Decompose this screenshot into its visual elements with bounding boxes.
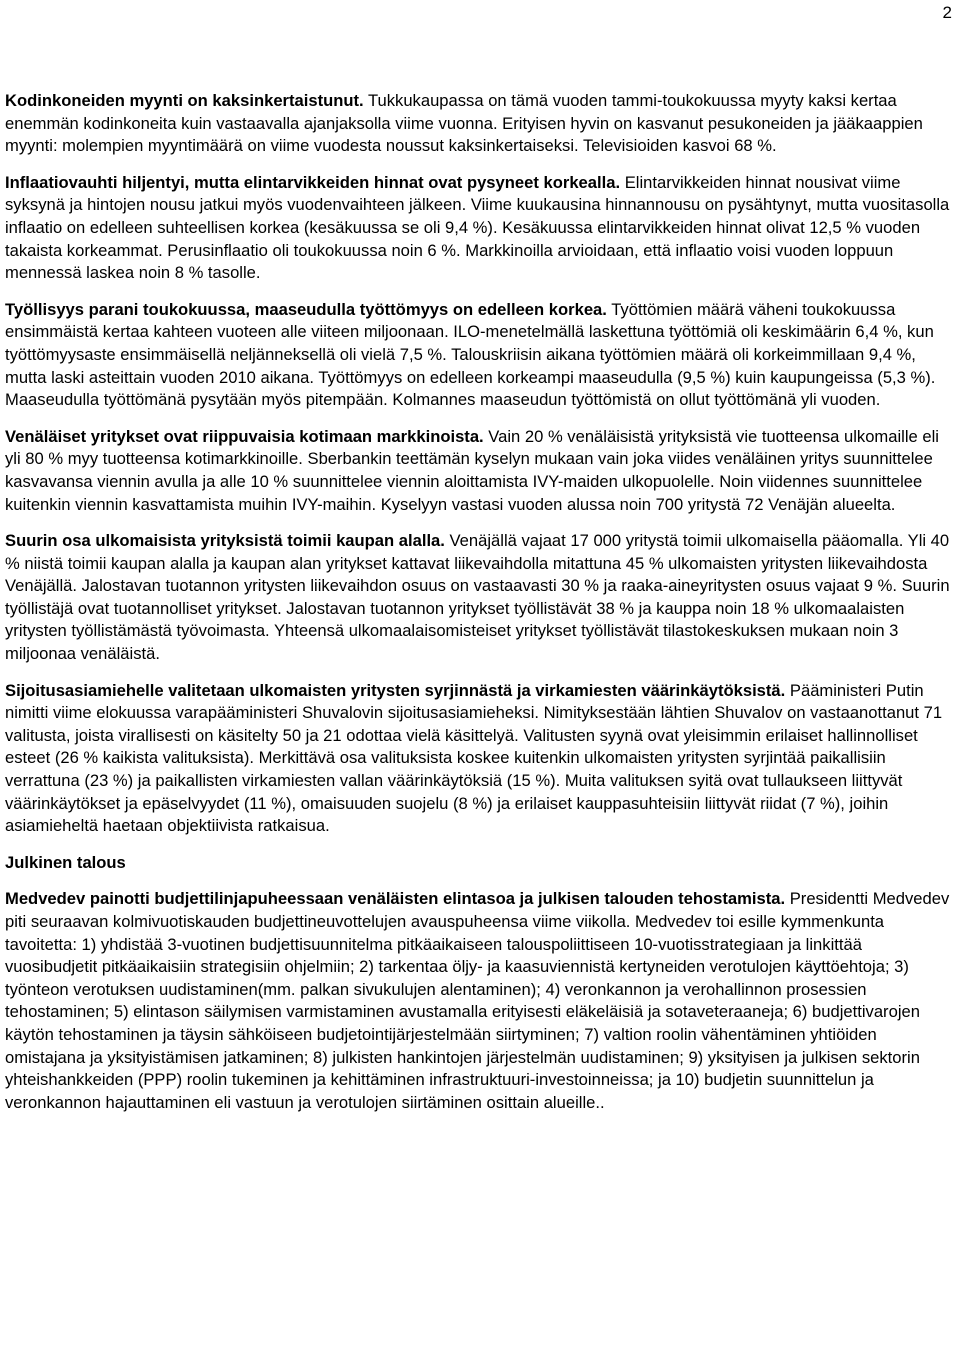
- page-number: 2: [942, 3, 952, 22]
- paragraph-lead: Inflaatiovauhti hiljentyi, mutta elintarvikkeiden hinnat ovat pysyneet korkealla.: [5, 172, 621, 192]
- paragraph-lead: Medvedev painotti budjettilinjapuheessaan venäläisten elintasoa ja julkisen talouden tehostamista.: [5, 889, 786, 909]
- paragraph-foreign-companies: [5, 530, 953, 666]
- paragraph-employment: [5, 299, 953, 412]
- paragraph-inflation: [5, 172, 953, 285]
- paragraph-text: Elintarvikkeiden hinnat nousivat viime syksynä ja hintojen nousu jatkui myös vuodenvaihteen jälkeen. Viime kuukausina hinnannousu on pysähtynyt, mutta vuositasolla inflaatio on edelleen suhteellisen korkea (kesäkuussa se oli 9,4 %). Kesäkuussa elintarvikkeiden hinnat olivat 12,5 % vuoden takaista korkeammat. Perusinflaatio oli toukokuussa noin 6 %. Markkinoilla arvioidaan, että inflaatio voisi vuoden loppuun mennessä laskea noin 8 % tasolle.: [5, 172, 950, 283]
- paragraph-domestic-markets: [5, 426, 953, 516]
- paragraph-text: Presidentti Medvedev piti seuraavan kolmivuotiskauden budjettineuvottelujen avauspuheensa viime viikolla. Medvedev toi esille kymmenkunta tavoitetta: 1) yhdistää 3-vuotinen budjettisuunnitelma pitkäaikaiseen talouspoliittiseen 10-vuotisstrategiaan ja linkittää vuosibudjetit pitkäaikaisiin strategisiin ohjelmiin; 2) tarkentaa öljy- ja kaasuviennistä kertyneiden verotulojen käyttöehtoja; 3) työnteon verotuksen uudistaminen(mm. palkan sivukulujen alentaminen); 4) veronkannon ja verohallinnon prosessien tehostaminen; 5) elintason säilymisen varmistaminen avustamalla erityisesti eläkeläisiä ja sotaveteraaneja; 6) budjettivarojen käytön tehostaminen ja täysin sähköiseen budjetointijärjestelmään siirtyminen; 7) valtion roolin vähentäminen yhtiöiden omistajana ja yksityistämisen jatkaminen; 8) julkisten hankintojen järjestelmän uudistaminen; 9) yksityisen ja julkisen sektorin yhteishankkeiden (PPP) roolin tukeminen ja kehittäminen infrastruktuuri-investoinneissa; ja 10) budjetin suunnittelun ja veronkannon hajauttaminen eli vastuun ja verotulojen siirtäminen osittain alueille..: [5, 889, 950, 1112]
- paragraph-text: Työttömien määrä väheni toukokuussa ensimmäistä kertaa kahteen vuoteen alle viiteen miljoonaan. ILO-menetelmällä laskettuna työttömiä oli keskimäärin 6,4 %, kun työttömyysaste ensimmäisellä neljänneksellä oli vielä 7,5 %. Talouskriisin aikana työttömien määrä oli korkeimmillaan 9,4 %, mutta laski asteittain vuoden 2010 aikana. Työttömyys on edelleen korkeampi maaseudulla (9,5 %) kuin kaupungeissa (5,3 %). Maaseudulla työttömänä pysytään myös pitempään. Kolmannes maaseudun työttömistä on ollut työttömänä yli vuoden.: [5, 299, 936, 410]
- paragraph-investment-ombudsman: [5, 680, 953, 838]
- paragraph-lead: Suurin osa ulkomaisista yrityksistä toimii kaupan alalla.: [5, 531, 445, 551]
- paragraph-text: Vain 20 % venäläisistä yrityksistä vie tuotteensa ulkomaille eli yli 80 % myy tuotteensa kotimarkkinoille. Sberbankin teettämän kyselyn mukaan vain joka viides venäläinen yritys suunnittelee kasvavansa viennin avulla ja alle 10 % suunnittelee viennin aloittamista IVY-maiden ulkopuolelle. Noin viidennes suunnittelee kuitenkin viennin kasvattamista muihin IVY-maihin. Kyselyyn vastasi vuoden alussa noin 700 yritystä 72 Venäjän alueelta.: [5, 426, 939, 514]
- paragraph-appliance-sales: [5, 90, 953, 158]
- paragraph-lead: Kodinkoneiden myynti on kaksinkertaistunut.: [5, 91, 364, 110]
- section-heading: Julkinen talous: [5, 852, 126, 872]
- paragraph-lead: Sijoitusasiamiehelle valitetaan ulkomaisten yritysten syrjinnästä ja virkamiesten väärinkäytöksistä.: [5, 680, 786, 700]
- paragraph-lead: Venäläiset yritykset ovat riippuvaisia kotimaan markkinoista.: [5, 426, 484, 446]
- paragraph-text: Venäjällä vajaat 17 000 yritystä toimii ulkomaisella pääomalla. Yli 40 % niistä toimii kaupan alalla ja kaupan alan yritykset kattavat liikevaihdolla mitattuna 45 % ulkomaisten yritysten liikevaihdosta Venäjällä. Jalostavan tuotannon yritysten liikevaihdon osuus on vastaavasti 30 % ja raaka-aineyritysten osuus vajaat 9 %. Suurin työllistäjä ovat tuotannolliset yritykset. Jalostavan tuotannon yritykset työllistävät 38 % ja kauppa noin 18 % ulkomaalaisten yritysten työllistämästä työvoimasta. Yhteensä ulkomaalaisomisteiset yritykset työllistävät tilastokeskuksen mukaan noin 3 miljoonaa venäläistä.: [5, 531, 950, 664]
- paragraph-budget-speech: [5, 888, 953, 1114]
- paragraph-lead: Työllisyys parani toukokuussa, maaseudulla työttömyys on edelleen korkea.: [5, 299, 607, 319]
- document-body: [5, 90, 953, 1128]
- paragraph-text: Pääministeri Putin nimitti viime elokuussa varapääministeri Shuvalovin sijoitusasiamieheksi. Nimityksestään lähtien Shuvalov on vastaanottanut 71 valitusta, joista virallisesti on käsitelty 50 ja 21 odottaa vielä käsittelyä. Valitusten syynä ovat yleisimmin erilaiset hallinnolliset esteet (26 % kaikista valituksista). Merkittävä osa valituksista koskee kuitenkin ulkomaisten yritysten syrjintää paikallisiin verrattuna (23 %) ja paikallisten virkamiesten vallan väärinkäytöksiä (15 %). Muita valituksen syitä ovat tullaukseen liittyvät väärinkäytökset ja epäselvyydet (11 %), omaisuuden suojelu (8 %) ja erilaiset kauppasuhteisiin liittyvät riidat (7 %), joihin asiamieheltä haetaan objektiivista ratkaisua.: [5, 680, 943, 836]
- paragraph-text: Tukkukaupassa on tämä vuoden tammi-toukokuussa myyty kaksi kertaa enemmän kodinkoneita kuin vastaavalla ajanjaksolla viime vuonna. Erityisen hyvin on kasvanut pesukoneiden ja jääkaappien myynti: molempien myyntimäärä on viime vuodesta noussut kaksinkertaiseksi. Televisioiden kasvoi 68 %.: [5, 91, 923, 156]
